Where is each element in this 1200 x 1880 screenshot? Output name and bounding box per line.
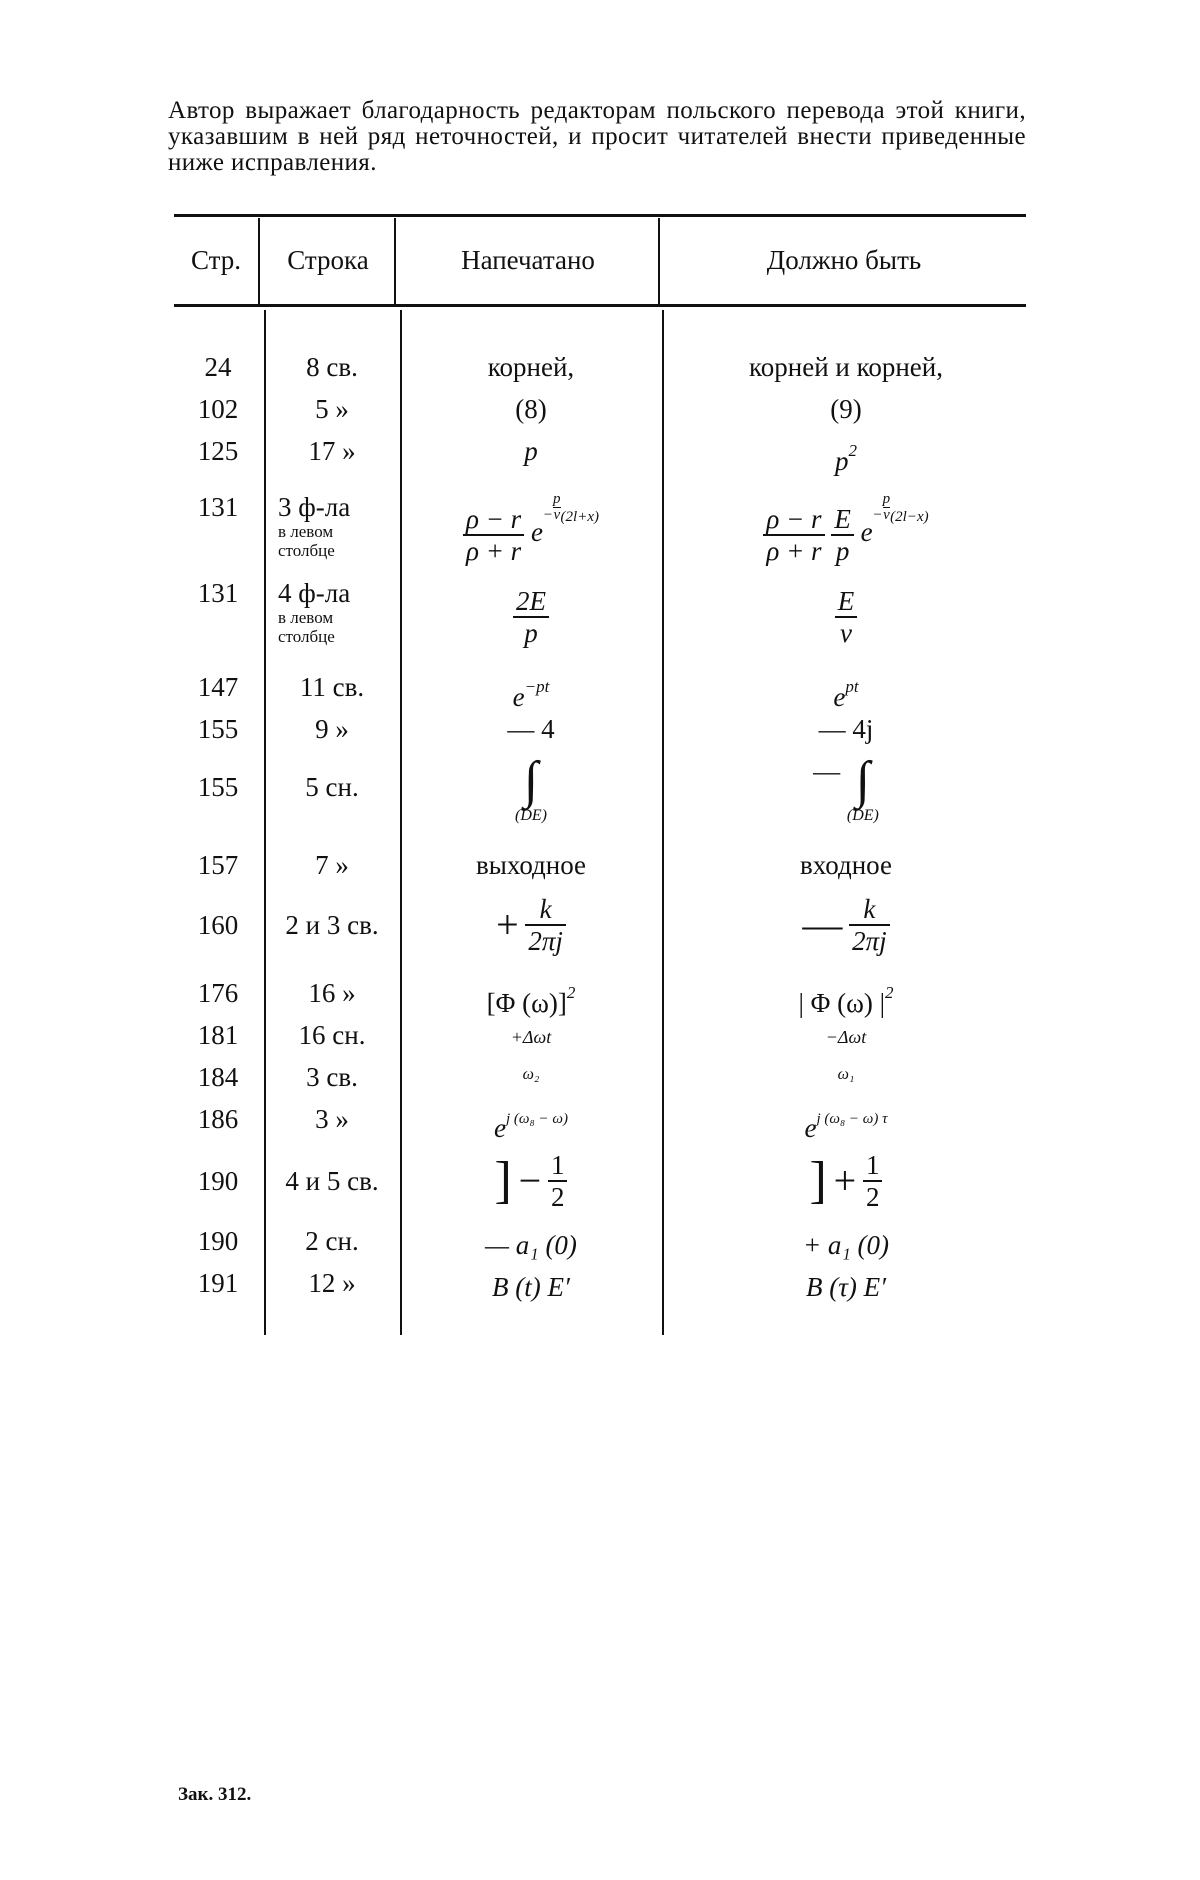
row-4-should-fraction [763,504,824,566]
row-1-printed: корней, [487,352,575,382]
row-4-printed-denominator: ρ + r [466,535,522,566]
row-7-should: — 4j [818,714,874,744]
row-5-line-main: 4 ф-ла [278,578,351,608]
row-5-printed-numerator: 2E [513,586,549,618]
row-16-page: 190 [197,1226,239,1256]
row-15-printed-sign: − [518,1158,542,1203]
row-14-should-base: e [804,1113,817,1143]
row-6-should-base: e [833,682,846,712]
row-15-line: 4 и 5 св. [285,1166,379,1196]
row-3-should-exponent: 2 [848,441,857,460]
row-3-printed: p [524,436,538,466]
row-10-printed-denominator: 2πj [528,926,563,956]
row-10-printed-fraction [525,894,566,956]
row-14-printed-exponent: j (ω₈ − ω) [506,1111,568,1127]
row-10-printed-numerator: k [525,894,566,926]
column-divider-1 [258,218,260,304]
row-11-should [666,978,1026,1018]
row-12-page: 181 [197,1020,239,1050]
row-6-line: 11 св. [299,672,365,702]
row-13-line: 3 св. [306,1062,358,1092]
footer-order-number: Зак. 312. [178,1784,252,1805]
row-14-printed [402,1104,660,1143]
row-13-should: ω₁ [837,1066,855,1083]
row-8-printed-integral [515,752,547,826]
row-5-page: 131 [197,578,239,608]
row-3-page: 125 [197,436,239,466]
row-8-should-integral [846,752,879,826]
row-11-line: 16 » [308,978,356,1008]
row-12-line: 16 сн. [298,1020,366,1050]
row-4-printed-fraction [463,504,524,566]
row-7-printed: — 4 [507,714,555,744]
row-15-should-bracket: ] [809,1152,827,1209]
row-9-should: входное [800,850,892,880]
row-1-page: 24 [204,352,232,382]
row-5-should-fraction [835,586,858,648]
row-5-line-note-1: в левом [278,608,334,627]
row-4-page: 131 [197,492,239,522]
row-8-should-limit: (DE) [846,807,879,824]
row-10-printed [402,894,660,956]
row-7-line: 9 » [315,714,349,744]
row-2-printed: (8) [515,394,547,424]
row-2-page: 102 [197,394,239,424]
row-16-should: + a₁ (0) [802,1230,890,1260]
header-page: Стр. [190,245,242,275]
row-4-should-mid-num: E [831,504,854,536]
row-17-printed: B (t) E′ [492,1272,570,1302]
row-4-should-exp-tail: (2l−x) [890,509,929,525]
row-5-should [666,586,1026,648]
column-divider-2 [394,218,396,304]
row-10-line: 2 и 3 св. [285,910,379,940]
row-15-should [666,1150,1026,1212]
row-5-printed [402,586,660,648]
row-14-line: 3 » [315,1104,349,1134]
row-4-printed-exp-fraction: − $\frac{p}{v}$ [542,491,561,523]
row-10-should [666,894,1026,956]
row-8-printed-limit: (DE) [515,807,547,824]
row-4-line-note-2: столбце [278,541,335,560]
row-14-should-exponent: j (ω₈ − ω) τ [816,1111,888,1127]
row-4-should-mid-fraction [831,504,854,566]
row-4-should-exp-fraction: − $\frac{p}{v}$ [872,491,891,523]
row-4-should-exp-den: v [883,507,890,523]
row-12-should: −Δωt [825,1027,867,1047]
row-15-printed-denominator: 2 [550,1182,565,1212]
row-9-page: 157 [197,850,239,880]
row-11-page: 176 [197,978,239,1008]
row-2-line: 5 » [315,394,349,424]
row-11-printed-base: [Φ (ω)] [486,988,567,1018]
row-5-printed-fraction [513,586,549,648]
row-4-line [278,492,398,560]
row-6-printed-exponent: −pt [524,677,550,696]
row-12-printed: +Δωt [510,1027,552,1047]
row-4-printed-exp-tail: (2l+x) [560,509,599,525]
intro-paragraph: Автор выражает благодарность редакторам польского перевода этой книги, указавшим в ней ряд неточностей, и просит читателей внести приведенные ниже исправления. [168,97,1026,176]
row-17-should: B (τ) E′ [805,1272,887,1302]
column-divider-3 [658,218,660,304]
integral-sign-icon: ∫ [855,752,870,809]
row-3-line: 17 » [308,436,356,466]
row-10-should-fraction [849,894,890,956]
row-11-printed [402,978,660,1018]
integral-sign-icon: ∫ [523,752,539,809]
row-5-printed-denominator: p [524,618,538,648]
row-7-page: 155 [197,714,239,744]
row-15-printed [402,1150,660,1212]
row-4-printed-numerator: ρ − r [463,504,524,536]
row-15-should-sign: + [833,1158,857,1203]
row-10-page: 160 [197,910,239,940]
row-4-line-note-1: в левом [278,522,334,541]
row-1-should: корней и корней, [749,352,943,382]
column-divider-1-body [264,310,266,1335]
row-13-printed: ω₂ [522,1066,540,1083]
row-15-should-numerator: 1 [863,1150,883,1182]
column-divider-3-body [662,310,664,1335]
row-4-printed-e: e [530,517,543,547]
row-4-should-numerator: ρ − r [763,504,824,536]
row-5-line-note-2: столбце [278,627,335,646]
row-4-printed [402,492,660,566]
row-6-page: 147 [197,672,239,702]
row-15-should-fraction [863,1150,883,1212]
row-14-printed-base: e [494,1113,507,1143]
row-4-printed-exp-den: v [553,507,561,523]
header-printed: Напечатано [461,245,595,275]
row-9-line: 7 » [315,850,349,880]
table-top-rule [174,214,1026,217]
row-6-should-exponent: pt [845,677,859,696]
row-13-page: 184 [197,1062,239,1092]
row-5-should-numerator: E [835,586,858,618]
row-4-printed-exp-num: p [553,491,561,507]
row-8-should [666,752,1026,826]
row-16-printed: — a₁ (0) [485,1230,577,1260]
row-15-should-denominator: 2 [865,1182,880,1212]
row-4-should-denominator: ρ + r [766,535,822,566]
row-14-page: 186 [197,1104,239,1134]
row-6-printed [402,672,660,712]
row-4-should-mid-den: p [835,535,850,566]
row-3-should-base: p [835,446,849,476]
row-8-page: 155 [197,772,239,802]
row-8-printed [402,752,660,826]
header-should-be: Должно быть [766,245,922,275]
row-17-line: 12 » [308,1268,356,1298]
row-11-should-base: | Φ (ω) | [798,988,886,1018]
row-15-printed-fraction [548,1150,568,1212]
row-10-should-denominator: 2πj [852,926,887,956]
row-8-should-prefix: — [813,756,841,786]
row-14-should [666,1104,1026,1143]
row-4-line-main: 3 ф-ла [278,492,351,522]
row-15-printed-numerator: 1 [548,1150,568,1182]
row-10-should-numerator: k [849,894,890,926]
row-17-page: 191 [197,1268,239,1298]
table-header-rule [174,304,1026,307]
row-4-should-exp-num: p [882,491,891,507]
row-4-should [666,492,1026,566]
row-5-should-denominator: v [840,618,852,648]
row-2-should: (9) [830,394,862,424]
row-4-should-e: e [860,517,873,547]
row-15-page: 190 [197,1166,239,1196]
row-10-printed-sign: + [496,902,519,947]
row-10-should-sign: — [802,902,843,947]
header-line: Строка [287,245,369,275]
row-6-should [666,672,1026,712]
row-9-printed: выходное [475,850,587,880]
row-3-should [666,436,1026,476]
row-16-line: 2 сн. [305,1226,359,1256]
row-5-line [278,578,398,646]
row-8-line: 5 сн. [305,772,359,802]
row-11-printed-exponent: 2 [566,983,576,1002]
row-6-printed-base: e [512,682,525,712]
row-11-should-exponent: 2 [885,983,894,1002]
row-1-line: 8 св. [306,352,358,382]
row-15-printed-bracket: ] [494,1152,512,1209]
